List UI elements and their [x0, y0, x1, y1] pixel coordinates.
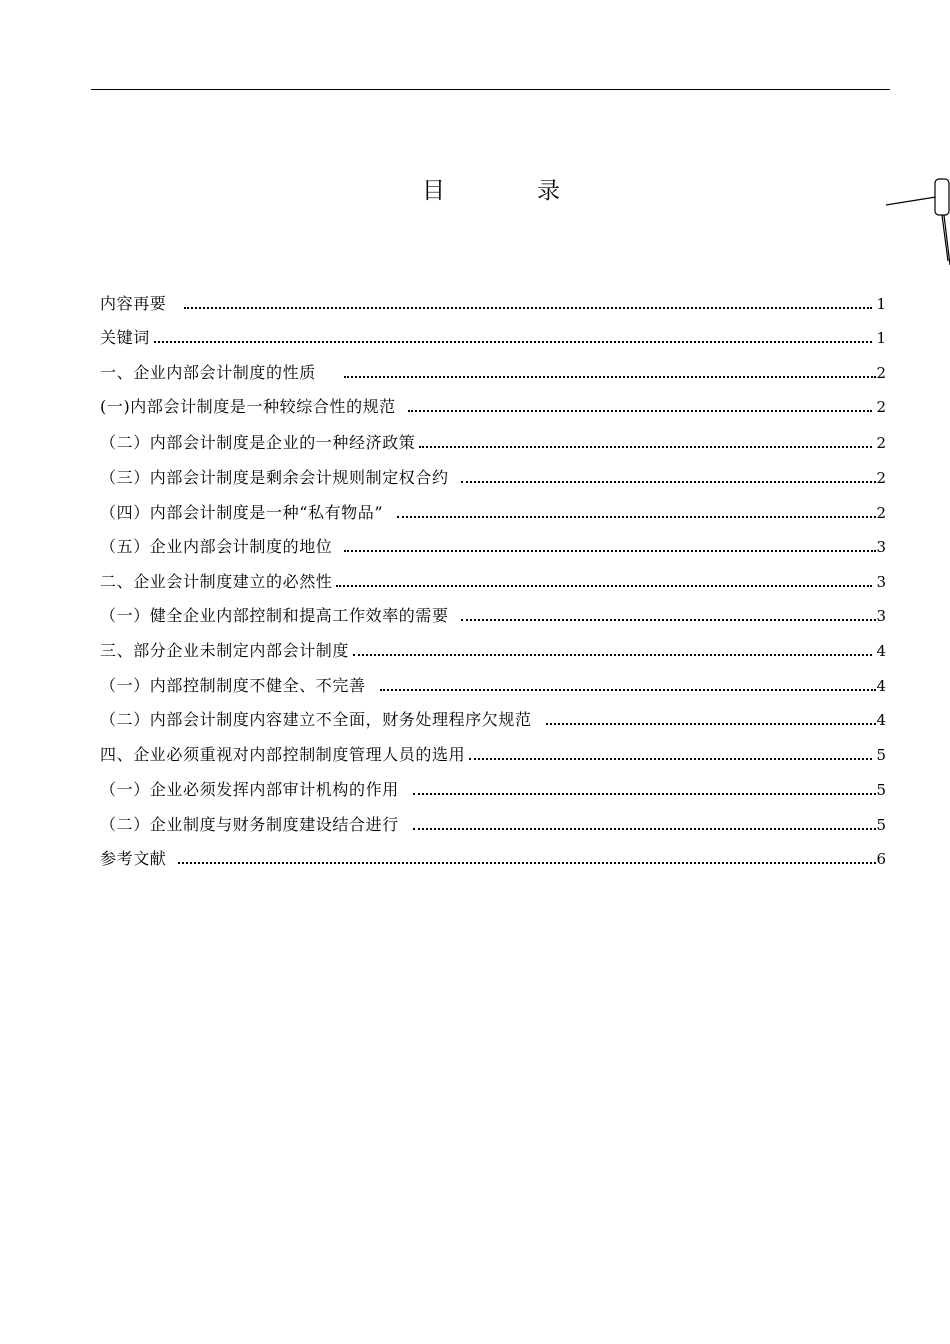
toc-entry-label: 一、企业内部会计制度的性质 [100, 363, 316, 382]
toc-entry[interactable] [100, 672, 886, 696]
toc-entry-label: （二）企业制度与财务制度建设结合进行 [100, 815, 399, 834]
toc-entry-page: 4 [876, 711, 886, 729]
toc-title-char-2: 录 [537, 178, 560, 204]
toc-leader [461, 606, 876, 626]
toc-entry-page: 5 [876, 816, 886, 834]
toc-entry[interactable] [100, 811, 886, 835]
toc-entry[interactable] [100, 464, 886, 488]
toc-entry-label: （二）内部会计制度是企业的一种经济政策 [100, 433, 416, 452]
toc-entry[interactable] [100, 533, 886, 557]
toc-entry[interactable] [100, 637, 886, 661]
toc-leader [546, 710, 876, 730]
toc-leader [413, 780, 876, 800]
toc-leader [344, 363, 876, 383]
toc-entry-page: 4 [876, 642, 886, 660]
toc-entry[interactable] [100, 776, 886, 800]
toc-leader [154, 328, 872, 348]
toc-entry[interactable] [100, 845, 886, 869]
toc-leader [397, 503, 876, 523]
toc-entry-page: 3 [876, 538, 886, 556]
toc-entry-page: 2 [876, 434, 886, 452]
toc-leader [353, 641, 872, 661]
toc-entry-label: 二、企业会计制度建立的必然性 [100, 572, 333, 591]
toc-entry-label: （二）内部会计制度内容建立不全面，财务处理程序欠规范 [100, 710, 532, 729]
toc-entry[interactable] [100, 499, 886, 523]
toc-leader [469, 745, 872, 765]
toc-leader [380, 676, 876, 696]
toc-leader [178, 849, 876, 869]
toc-entry-page: 1 [876, 295, 886, 313]
toc-entry-page: 2 [876, 469, 886, 487]
toc-entry[interactable] [100, 568, 886, 592]
toc-entry-page: 2 [876, 364, 886, 382]
toc-entry-label: 关键词 [100, 328, 150, 347]
toc-entry-page: 2 [876, 398, 886, 416]
toc-entry-page: 3 [876, 573, 886, 591]
toc-title-char-1: 目 [422, 178, 445, 204]
toc-leader [336, 572, 872, 592]
toc-entry-label: （三）内部会计制度是剩余会计规则制定权合约 [100, 468, 449, 487]
toc-leader [408, 397, 872, 417]
toc-entry-label: (一)内部会计制度是一种较综合性的规范 [100, 397, 396, 416]
toc-entry[interactable] [100, 741, 886, 765]
toc-leader [461, 468, 876, 488]
toc-entry[interactable] [100, 359, 886, 383]
header-rule [91, 89, 890, 90]
toc-entry-label: （五）企业内部会计制度的地位 [100, 537, 333, 556]
toc-leader [413, 815, 876, 835]
toc-entry[interactable] [100, 324, 886, 348]
toc-entry[interactable] [100, 602, 886, 626]
toc-entry[interactable] [100, 290, 886, 314]
toc-entry-page: 4 [876, 677, 886, 695]
toc-entry[interactable] [100, 429, 886, 453]
toc-entry-page: 6 [876, 850, 886, 868]
toc-entry-label: 四、企业必须重视对内部控制制度管理人员的选用 [100, 745, 466, 764]
toc-entry-page: 1 [876, 329, 886, 347]
toc-entry-label: 内容再要 [100, 294, 167, 313]
toc-entry[interactable] [100, 706, 886, 730]
toc-leader [344, 537, 876, 557]
toc-entry-label: （一）内部控制制度不健全、不完善 [100, 676, 366, 695]
toc-entry-label: （一）健全企业内部控制和提高工作效率的需要 [100, 606, 449, 625]
toc-entry[interactable] [100, 393, 886, 417]
toc-entry-label: （一）企业必须发挥内部审计机构的作用 [100, 780, 399, 799]
toc-entry-page: 5 [876, 781, 886, 799]
toc-entry-page: 2 [876, 504, 886, 522]
toc-entry-page: 5 [876, 746, 886, 764]
comment-marker-icon [880, 175, 950, 275]
toc-entry-label: （四）内部会计制度是一种“私有物品” [100, 503, 384, 522]
toc-entry-page: 3 [876, 607, 886, 625]
toc-leader [184, 294, 872, 314]
toc-entry-label: 参考文献 [100, 849, 167, 868]
toc-entry-label: 三、部分企业未制定内部会计制度 [100, 641, 350, 660]
toc-leader [419, 433, 872, 453]
